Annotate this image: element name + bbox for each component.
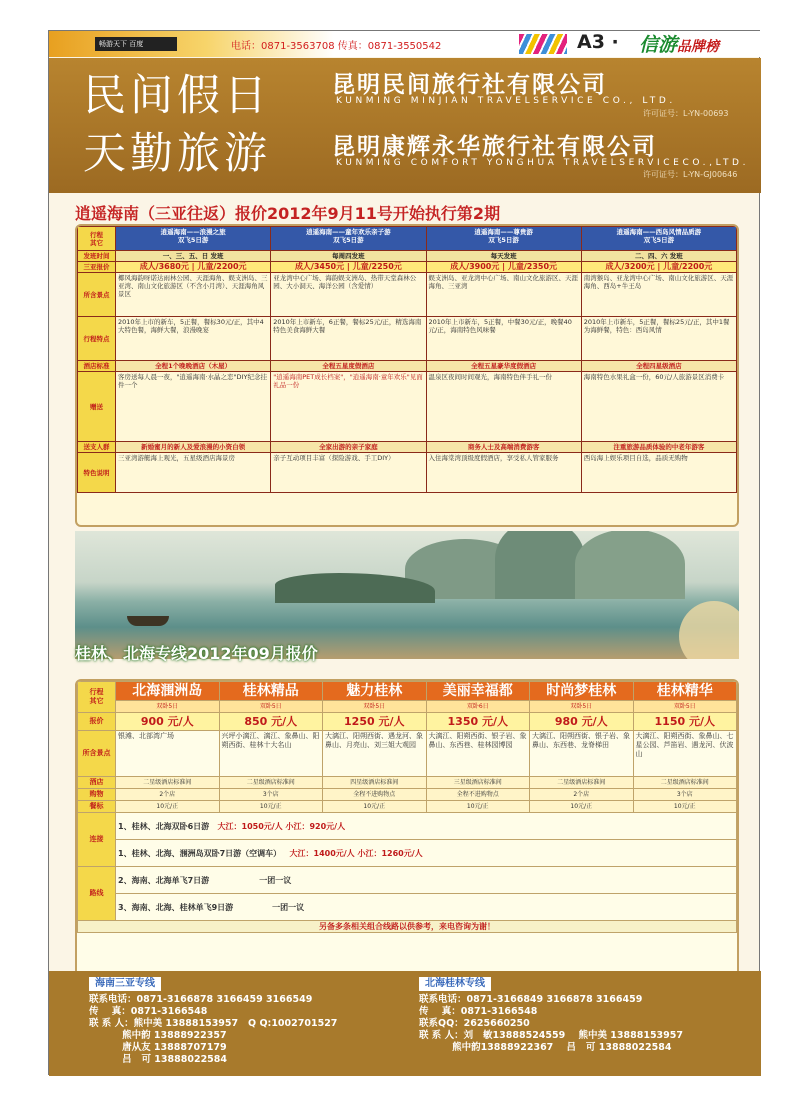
departure-days: 每天发班 [426, 251, 581, 262]
combo-route-price: 一团一议 [272, 902, 305, 912]
tour-mode: 双飞5日游 [177, 236, 209, 244]
combo-route-text: 1、桂林、北海双卧6日游 [118, 821, 210, 831]
special-cell: 三亚湾游艇海上观光，五星级酒店海景房 [116, 453, 271, 493]
route-scenic: 大漓江、阳朔西街、银子岩、象鼻山、东西巷、桂林园博园 [426, 731, 530, 777]
corner-cell [78, 227, 116, 251]
feature-cell: 2010年上市的新车，5正餐，餐标30元/正，其中4大特色餐，海鲜大餐，浪漫晚宴 [116, 317, 271, 361]
tour-mode: 双飞5日游 [643, 236, 675, 244]
gift-cell: 海南特色水果礼盒一份，60元/人旅游景区消费卡 [581, 372, 736, 442]
hainan-heading: 逍遥海南（三亚往返）报价2012年9月11号开始执行第2期 [75, 204, 501, 223]
brand-logo [639, 30, 719, 57]
feature-cell: 2010年上市新车，5正餐，中餐30元/正，晚餐40元/正，海南特色风味餐 [426, 317, 581, 361]
scenic-cell: 椰风海韵呀诺达雨林公园、天涯海角、蜈支洲岛、三亚湾、南山文化旅游区（不含小月湾）、天涯海角风景区 [116, 273, 271, 317]
feature-cell: 2010年上市新车，5正餐，餐标25元/正，其中1餐为海鲜餐，特色：西岛风情 [581, 317, 736, 361]
row-label: 购物 [78, 789, 116, 801]
route-meal: 10元/正 [426, 801, 530, 813]
child-price: 儿童/2350元 [507, 262, 558, 271]
gift-cell: "逍遥海南PET成长档案"，"逍遥海南·童年欢乐"见面礼品一份 [271, 372, 426, 442]
route-price: 900 元/人 [116, 713, 220, 731]
route-mode: 双卧5日 [530, 701, 634, 713]
hainan-contact-tag: 海南三亚专线 [89, 977, 161, 991]
child-price: 儿童/2250元 [352, 262, 402, 271]
combo-route-text: 2、海南、北海单飞7日游 [118, 875, 210, 885]
route-name: 桂林精品 [219, 682, 323, 701]
combo-route-text: 3、海南、北海、桂林单飞9日游 [118, 902, 234, 912]
tour-mode: 双飞5日游 [333, 236, 364, 244]
route-name: 魅力桂林 [323, 682, 427, 701]
license-1: 许可证号：L-YN-00693 [643, 109, 729, 118]
combo-route [116, 840, 737, 867]
route-mode: 双卧5日 [633, 701, 737, 713]
lake-landscape-photo [75, 531, 739, 659]
route-scenic: 大漓江、阳朔西街、遇龙河、象鼻山、月亮山、刘三姐大观园 [323, 731, 427, 777]
special-cell: 西岛海上娱乐项目自选，品质无购物 [581, 453, 736, 493]
row-label: 餐标 [78, 801, 116, 813]
route-name: 时尚梦桂林 [530, 682, 634, 701]
brand-tag: 品牌榜 [677, 39, 720, 55]
hainan-col-header [581, 227, 736, 251]
hill-shape [495, 531, 585, 599]
row-label: 连接 [78, 813, 116, 867]
top-strip [49, 31, 761, 57]
route-mode: 双卧5日 [219, 701, 323, 713]
combo-route [116, 867, 737, 894]
price-cell: 成人/3200元 | 儿童/2200元 [581, 262, 736, 273]
row-label: 路线 [78, 867, 116, 921]
corner-cell [78, 682, 116, 713]
departure-days: 每周四发班 [271, 251, 426, 262]
combo-route [116, 894, 737, 921]
route-name: 北海涠洲岛 [116, 682, 220, 701]
route-scenic: 大漓江、阳朔西街、银子岩、象鼻山、东西巷、龙脊梯田 [530, 731, 634, 777]
tour-name: 逍遥海南——西岛风情品质游 [616, 228, 702, 236]
adult-price: 成人/3680元 [139, 262, 189, 271]
price-cell: 成人/3900元 | 儿童/2350元 [426, 262, 581, 273]
tour-name: 逍遥海南——尊贵游 [474, 228, 533, 236]
row-label: 行程特点 [78, 317, 116, 361]
crowd-cell: 注重旅游品质体验的中老年游客 [581, 442, 736, 453]
table-footnote: 另备多条相关组合线路以供参考，来电咨询为谢！ [78, 921, 737, 933]
route-hotel: 四星级酒店标准间 [323, 777, 427, 789]
route-meal: 10元/正 [116, 801, 220, 813]
hotel-cell: 全程五星豪华度假酒店 [426, 361, 581, 372]
company-en-1: KUNMING MINJIAN TRAVELSERVICE CO., LTD. [336, 96, 676, 106]
route-meal: 10元/正 [530, 801, 634, 813]
route-price: 850 元/人 [219, 713, 323, 731]
hotel-cell: 全程四星级酒店 [581, 361, 736, 372]
route-shop: 全程不进购物点 [426, 789, 530, 801]
guilin-contact-lines: 联系电话：0871-3166849 3166878 3166459 传 真：0871-3166548 联系QQ：2625660250 联 系 人：刘 敏13888524559 熊中美 13888153957 熊中韵13888922367 吕 可 13888022584 [419, 994, 683, 1053]
hainan-col-header [271, 227, 426, 251]
company-name-1: 昆明民间旅行社有限公司 [332, 72, 607, 98]
crowd-cell: 商务人士及高端消费游客 [426, 442, 581, 453]
route-hotel: 二星级酒店标准间 [633, 777, 737, 789]
route-scenic: 大漓江、阳朔西街、象鼻山、七星公园、芦笛岩、遇龙河、伏波山 [633, 731, 737, 777]
row-label: 报价 [78, 713, 116, 731]
route-scenic: 兴坪小漓江、漓江、象鼻山、阳朔西街、桂林十大名山 [219, 731, 323, 777]
child-price: 儿童/2200元 [663, 262, 713, 271]
crowd-cell: 全家出游的亲子家庭 [271, 442, 426, 453]
departure-days: 一、三、五、日 发班 [116, 251, 271, 262]
route-shop: 3个店 [219, 789, 323, 801]
crowd-cell: 新婚蜜月的新人及爱浪漫的小资白领 [116, 442, 271, 453]
route-meal: 10元/正 [323, 801, 427, 813]
guilin-contact-tag: 北海桂林专线 [419, 977, 491, 991]
gift-cell: 温泉区夜间时间观光，海南特色伴手礼一份 [426, 372, 581, 442]
route-shop: 全程不进购物点 [323, 789, 427, 801]
special-cell: 入住海棠湾顶级度假酒店，享受私人管家服务 [426, 453, 581, 493]
row-label: 特色说明 [78, 453, 116, 493]
hainan-price-table [75, 224, 739, 527]
sun-glow [679, 601, 739, 659]
route-hotel: 二星级酒店标准间 [219, 777, 323, 789]
brand-name: 信游 [639, 34, 678, 56]
route-price: 1150 元/人 [633, 713, 737, 731]
route-shop: 2个店 [530, 789, 634, 801]
boat-shape [127, 616, 169, 626]
row-label: 三亚报价 [78, 262, 116, 273]
route-name: 美丽幸福都 [426, 682, 530, 701]
route-hotel: 二星级酒店标准间 [530, 777, 634, 789]
combo-route-price: 一团一议 [259, 875, 292, 885]
hotel-cell: 全程1个晚晚酒店（木屋） [116, 361, 271, 372]
tour-name: 逍遥海南——浪漫之旅 [160, 228, 226, 236]
row-label: 发班时间 [78, 251, 116, 262]
guilin-heading: 桂林、北海专线2012年09月报价 [75, 644, 318, 663]
page-number: A3 · [577, 31, 619, 53]
corner-top: 行程 [90, 230, 103, 239]
route-hotel: 三星级酒店标准间 [426, 777, 530, 789]
agency-header [49, 58, 761, 193]
hill-shape [575, 531, 685, 599]
row-label: 所含景点 [78, 273, 116, 317]
strip-logo: 畅游天下 百度 [95, 37, 177, 51]
tour-name: 逍遥海南——童年欢乐亲子游 [306, 228, 391, 236]
route-mode: 双卧6日 [426, 701, 530, 713]
combo-route-price: 大江：1400元/人 小江：1260元/人 [289, 848, 423, 858]
gift-cell: 客房送每人晨一夜，"逍遥海南·水晶之恋"DIY纪念挂件一个 [116, 372, 271, 442]
hainan-col-header [426, 227, 581, 251]
strip-contact: 电话：0871-3563708 传真：0871-3550542 [231, 41, 442, 52]
route-price: 1250 元/人 [323, 713, 427, 731]
title-line-2: 天勤旅游 [83, 129, 271, 179]
company-en-2: KUNMING COMFORT YONGHUA TRAVELSERVICECO.,LTD. [336, 158, 750, 168]
hotel-cell: 全程五星度假酒店 [271, 361, 426, 372]
combo-route [116, 813, 737, 840]
price-cell: 成人/3680元 | 儿童/2200元 [116, 262, 271, 273]
hainan-contact [89, 977, 337, 1066]
guilin-contact [419, 977, 683, 1054]
row-label: 酒店标准 [78, 361, 116, 372]
combo-route-price: 大江：1050元/人 小江：920元/人 [217, 821, 346, 831]
scenic-cell: 亚龙湾中心广场、海韵蜈支洲岛、热带天堂森林公园、大小洞天、海洋公园（含爱情） [271, 273, 426, 317]
route-meal: 10元/正 [633, 801, 737, 813]
color-stripes-decoration [519, 34, 567, 54]
route-shop: 3个店 [633, 789, 737, 801]
route-scenic: 银滩、北部湾广场 [116, 731, 220, 777]
tour-mode: 双飞5日游 [488, 236, 519, 244]
title-line-1: 民间假日 [83, 71, 271, 121]
hainan-contact-lines: 联系电话：0871-3166878 3166459 3166549 传 真：0871-3166548 联 系 人：熊中美 13888153957 Q Q:1002701527 熊中韵 13888922357 唐从友 13888707179 吕 可 13888022584 [89, 994, 338, 1065]
route-name: 桂林精华 [633, 682, 737, 701]
route-mode: 双卧5日 [323, 701, 427, 713]
newspaper-page [48, 30, 760, 1075]
child-price: 儿童/2200元 [197, 262, 247, 271]
hainan-col-header [116, 227, 271, 251]
route-mode: 双卧5日 [116, 701, 220, 713]
row-label: 赠送 [78, 372, 116, 442]
company-name-2: 昆明康辉永华旅行社有限公司 [332, 134, 657, 160]
row-label: 所含景点 [78, 731, 116, 777]
route-price: 1350 元/人 [426, 713, 530, 731]
combo-route-text: 1、桂林、北海、涠洲岛双卧7日游（空调车） [118, 848, 282, 858]
corner-top: 行程 [89, 688, 104, 696]
route-meal: 10元/正 [219, 801, 323, 813]
scenic-cell: 南湾猴岛、亚龙湾中心广场、南山文化旅游区、天涯海角、西岛+牛王岛 [581, 273, 736, 317]
row-label: 酒店 [78, 777, 116, 789]
adult-price: 成人/3450元 [294, 262, 345, 271]
adult-price: 成人/3200元 [605, 262, 655, 271]
route-price: 980 元/人 [530, 713, 634, 731]
route-hotel: 二星级酒店标准间 [116, 777, 220, 789]
feature-cell: 2010年上市新车，6正餐，餐标25元/正，精选海南特色美食海鲜大餐 [271, 317, 426, 361]
price-cell: 成人/3450元 | 儿童/2250元 [271, 262, 426, 273]
corner-bottom: 其它 [90, 238, 103, 247]
contact-footer [49, 971, 761, 1076]
corner-bottom: 其它 [89, 697, 104, 705]
scenic-cell: 蜈支洲岛、亚龙湾中心广场、南山文化旅游区、天涯海角、三亚湾 [426, 273, 581, 317]
guilin-price-table [75, 679, 739, 987]
route-shop: 2个店 [116, 789, 220, 801]
license-2: 许可证号：L-YN-GJ00646 [643, 170, 738, 179]
adult-price: 成人/3900元 [450, 262, 500, 271]
special-cell: 亲子互动项目丰富（探险游戏、手工DIY） [271, 453, 426, 493]
departure-days: 二、四、六 发班 [581, 251, 736, 262]
row-label: 送支人群 [78, 442, 116, 453]
